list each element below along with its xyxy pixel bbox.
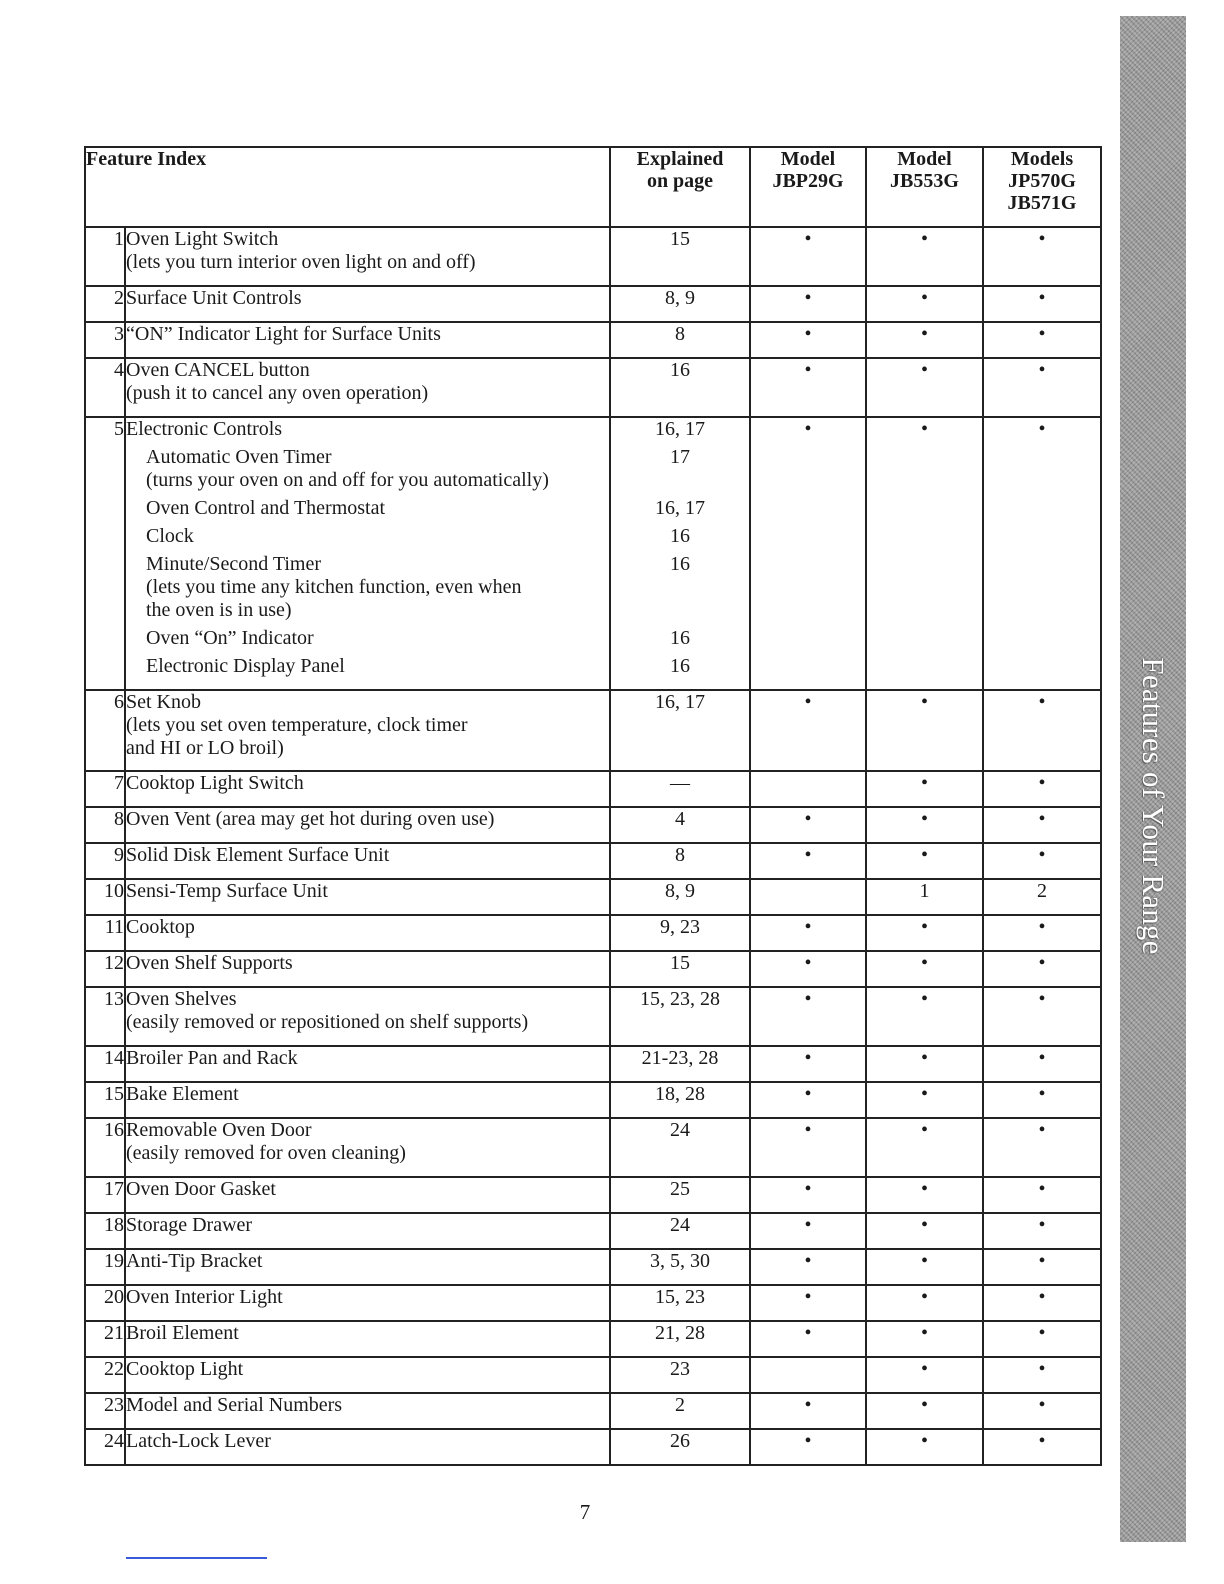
explained-on-page-cell <box>610 417 750 690</box>
feature-number: 2 <box>85 286 125 322</box>
feature-number: 10 <box>85 879 125 915</box>
feature-number: 24 <box>85 1429 125 1465</box>
feature-number: 1 <box>85 227 125 286</box>
footer-rule <box>126 1557 267 1559</box>
header-model-jbp29g: Model JBP29G <box>750 147 866 227</box>
model-2-availability: • <box>866 358 983 417</box>
explained-on-page-cell <box>610 358 750 417</box>
model-2-availability: • <box>866 1213 983 1249</box>
feature-cell <box>125 771 610 807</box>
feature-name: Bake Element <box>126 1083 239 1105</box>
explained-on-page-cell <box>610 987 750 1046</box>
feature-number: 20 <box>85 1285 125 1321</box>
spacer <box>611 576 749 599</box>
table-row <box>85 1249 1101 1285</box>
model-1-availability: • <box>750 417 866 690</box>
model-1-availability: • <box>750 1321 866 1357</box>
feature-name: Oven Shelves <box>126 988 237 1010</box>
table-row <box>85 227 1101 286</box>
feature-name: Oven Door Gasket <box>126 1178 276 1200</box>
page-reference: 15, 23 <box>655 1286 705 1308</box>
model-1-availability: • <box>750 915 866 951</box>
model-3-availability: • <box>983 322 1101 358</box>
model-2-availability: • <box>866 1249 983 1285</box>
explained-on-page-cell <box>610 1429 750 1465</box>
page-reference: 23 <box>670 1358 690 1380</box>
table-row <box>85 1285 1101 1321</box>
feature-number: 11 <box>85 915 125 951</box>
sub-page-reference: 16 <box>670 627 690 649</box>
model-1-availability: • <box>750 690 866 771</box>
feature-number: 17 <box>85 1177 125 1213</box>
model-2-availability: • <box>866 987 983 1046</box>
model-3-availability: • <box>983 358 1101 417</box>
model-3-availability: • <box>983 771 1101 807</box>
explained-on-page-cell <box>610 1046 750 1082</box>
sub-feature-name: Automatic Oven Timer <box>146 446 332 468</box>
feature-cell <box>125 987 610 1046</box>
table-row <box>85 1118 1101 1177</box>
model-3-availability: • <box>983 1213 1101 1249</box>
model-2-availability: • <box>866 1393 983 1429</box>
explained-on-page-cell <box>610 879 750 915</box>
feature-number: 13 <box>85 987 125 1046</box>
table-row <box>85 1357 1101 1393</box>
model-2-availability: • <box>866 1118 983 1177</box>
table-row <box>85 358 1101 417</box>
feature-description: (easily removed or repositioned on shelf supports) <box>126 1011 529 1033</box>
feature-description: (push it to cancel any oven operation) <box>126 382 429 404</box>
model-2-availability: • <box>866 843 983 879</box>
feature-name: Oven Shelf Supports <box>126 952 293 974</box>
model-3-availability: • <box>983 1082 1101 1118</box>
table-row <box>85 807 1101 843</box>
feature-name: Model and Serial Numbers <box>126 1394 343 1416</box>
page-reference: 21, 28 <box>655 1322 705 1344</box>
feature-number: 5 <box>85 417 125 690</box>
table-row <box>85 843 1101 879</box>
model-2-availability: • <box>866 1046 983 1082</box>
sub-page-reference: 16 <box>670 655 690 677</box>
model-1-availability: • <box>750 807 866 843</box>
feature-cell <box>125 358 610 417</box>
feature-cell <box>125 286 610 322</box>
feature-name: Cooktop Light Switch <box>126 772 304 794</box>
page-reference: — <box>670 772 690 794</box>
model-3-availability: • <box>983 1118 1101 1177</box>
spacer <box>611 469 749 492</box>
table-row <box>85 987 1101 1046</box>
sub-feature <box>126 627 609 650</box>
page-reference: 24 <box>670 1214 690 1236</box>
feature-cell <box>125 843 610 879</box>
explained-on-page-cell <box>610 322 750 358</box>
page-reference: 8 <box>675 844 685 866</box>
feature-number: 23 <box>85 1393 125 1429</box>
header-model-jb553g: Model JB553G <box>866 147 983 227</box>
model-2-availability: • <box>866 951 983 987</box>
feature-name: Cooktop Light <box>126 1358 244 1380</box>
explained-on-page-cell <box>610 951 750 987</box>
feature-number: 15 <box>85 1082 125 1118</box>
feature-name: Surface Unit Controls <box>126 287 302 309</box>
model-3-availability: • <box>983 915 1101 951</box>
feature-cell <box>125 1082 610 1118</box>
feature-name: Anti-Tip Bracket <box>126 1250 263 1272</box>
feature-number: 16 <box>85 1118 125 1177</box>
header-models-jp570g-jb571g: Models JP570G JB571G <box>983 147 1101 227</box>
table-row <box>85 1429 1101 1465</box>
table-row <box>85 1393 1101 1429</box>
model-1-availability: • <box>750 1046 866 1082</box>
sub-feature <box>126 497 609 520</box>
feature-cell <box>125 1177 610 1213</box>
feature-cell <box>125 879 610 915</box>
page-reference: 16, 17 <box>655 691 705 713</box>
model-2-availability: • <box>866 807 983 843</box>
feature-number: 14 <box>85 1046 125 1082</box>
sub-feature <box>126 446 609 492</box>
feature-number: 21 <box>85 1321 125 1357</box>
model-3-availability: • <box>983 227 1101 286</box>
model-2-availability: • <box>866 1177 983 1213</box>
sub-feature-name: Minute/Second Timer <box>146 553 322 575</box>
explained-on-page-cell <box>610 286 750 322</box>
page-reference: 16 <box>670 359 690 381</box>
explained-on-page-cell <box>610 1321 750 1357</box>
feature-cell <box>125 322 610 358</box>
explained-on-page-cell <box>610 690 750 771</box>
feature-name: Oven Interior Light <box>126 1286 283 1308</box>
page-reference: 9, 23 <box>660 916 700 938</box>
model-3-availability: • <box>983 1321 1101 1357</box>
feature-description: and HI or LO broil) <box>126 737 284 759</box>
feature-name: Removable Oven Door <box>126 1119 312 1141</box>
model-1-availability: • <box>750 286 866 322</box>
feature-number: 19 <box>85 1249 125 1285</box>
explained-on-page-cell <box>610 1357 750 1393</box>
table-row <box>85 1321 1101 1357</box>
model-2-availability: • <box>866 771 983 807</box>
feature-number: 7 <box>85 771 125 807</box>
feature-description: (lets you turn interior oven light on and off) <box>126 251 476 273</box>
feature-name: Solid Disk Element Surface Unit <box>126 844 390 866</box>
page-reference: 2 <box>675 1394 685 1416</box>
model-3-availability: • <box>983 1177 1101 1213</box>
model-3-availability: • <box>983 807 1101 843</box>
feature-cell <box>125 227 610 286</box>
model-3-availability: • <box>983 951 1101 987</box>
page-number: 7 <box>579 1500 591 1524</box>
feature-cell <box>125 1249 610 1285</box>
page-reference: 8, 9 <box>665 287 695 309</box>
table-row <box>85 1046 1101 1082</box>
model-2-availability: • <box>866 1285 983 1321</box>
sub-feature <box>126 525 609 548</box>
explained-on-page-cell <box>610 1285 750 1321</box>
model-3-availability: • <box>983 1249 1101 1285</box>
model-2-availability: • <box>866 1429 983 1465</box>
feature-description: (easily removed for oven cleaning) <box>126 1142 406 1164</box>
feature-name: Oven CANCEL button <box>126 359 310 381</box>
page-reference: 15 <box>670 228 690 250</box>
feature-cell <box>125 1213 610 1249</box>
explained-on-page-cell <box>610 771 750 807</box>
model-3-availability: • <box>983 1393 1101 1429</box>
table-row <box>85 879 1101 915</box>
model-1-availability: • <box>750 358 866 417</box>
table-row <box>85 771 1101 807</box>
model-1-availability <box>750 879 866 915</box>
model-3-availability: 2 <box>983 879 1101 915</box>
feature-number: 4 <box>85 358 125 417</box>
model-2-availability: • <box>866 1357 983 1393</box>
feature-description: (lets you set oven temperature, clock timer <box>126 714 468 736</box>
page-reference: 21-23, 28 <box>641 1047 719 1069</box>
feature-cell <box>125 807 610 843</box>
feature-number: 8 <box>85 807 125 843</box>
table-row <box>85 951 1101 987</box>
explained-on-page-cell <box>610 1249 750 1285</box>
page-reference: 24 <box>670 1119 690 1141</box>
feature-number: 9 <box>85 843 125 879</box>
feature-cell <box>125 1118 610 1177</box>
feature-number: 22 <box>85 1357 125 1393</box>
sub-feature-name: Clock <box>146 525 194 547</box>
model-1-availability: • <box>750 322 866 358</box>
sub-feature <box>126 655 609 678</box>
table-row <box>85 286 1101 322</box>
feature-index-table <box>84 146 1102 1466</box>
model-2-availability: • <box>866 690 983 771</box>
model-1-availability: • <box>750 1285 866 1321</box>
table-header-row <box>85 147 1101 227</box>
feature-number: 6 <box>85 690 125 771</box>
explained-on-page-cell <box>610 227 750 286</box>
section-side-tab <box>1120 16 1186 1542</box>
feature-cell <box>125 690 610 771</box>
feature-number: 3 <box>85 322 125 358</box>
feature-name: Set Knob <box>126 691 201 713</box>
section-side-tab-label: Features of Your Range <box>1136 657 1171 955</box>
page-reference: 15 <box>670 952 690 974</box>
explained-on-page-cell <box>610 1213 750 1249</box>
feature-cell <box>125 915 610 951</box>
feature-name: Broiler Pan and Rack <box>126 1047 298 1069</box>
feature-name: “ON” Indicator Light for Surface Units <box>126 323 441 345</box>
model-1-availability: • <box>750 1393 866 1429</box>
model-3-availability: • <box>983 690 1101 771</box>
table-row <box>85 322 1101 358</box>
model-2-availability: • <box>866 322 983 358</box>
feature-name: Oven Light Switch <box>126 228 279 250</box>
model-3-availability: • <box>983 1285 1101 1321</box>
model-1-availability: • <box>750 1249 866 1285</box>
page-reference: 3, 5, 30 <box>650 1250 710 1272</box>
sub-feature-name: Electronic Display Panel <box>146 655 345 677</box>
feature-number: 18 <box>85 1213 125 1249</box>
feature-name: Storage Drawer <box>126 1214 253 1236</box>
table-row <box>85 417 1101 690</box>
model-2-availability: • <box>866 227 983 286</box>
sub-feature-description: (lets you time any kitchen function, even when <box>146 576 522 598</box>
model-1-availability: • <box>750 227 866 286</box>
feature-cell <box>125 1429 610 1465</box>
table-row <box>85 1082 1101 1118</box>
model-1-availability: • <box>750 1177 866 1213</box>
explained-on-page-cell <box>610 1177 750 1213</box>
sub-feature-description: (turns your oven on and off for you automatically) <box>146 469 549 491</box>
table-row <box>85 915 1101 951</box>
model-2-availability: • <box>866 417 983 690</box>
explained-on-page-cell <box>610 1082 750 1118</box>
model-1-availability: • <box>750 1082 866 1118</box>
header-feature-index: Feature Index <box>85 147 610 227</box>
feature-cell <box>125 1321 610 1357</box>
feature-name: Sensi-Temp Surface Unit <box>126 880 328 902</box>
model-1-availability: • <box>750 1429 866 1465</box>
model-1-availability: • <box>750 843 866 879</box>
sub-page-reference: 16, 17 <box>655 497 705 519</box>
feature-name: Electronic Controls <box>126 418 283 440</box>
model-3-availability: • <box>983 1046 1101 1082</box>
header-explained-on-page: Explained on page <box>610 147 750 227</box>
feature-cell <box>125 951 610 987</box>
explained-on-page-cell <box>610 1393 750 1429</box>
feature-cell <box>125 417 610 690</box>
table-row <box>85 690 1101 771</box>
model-2-availability: • <box>866 286 983 322</box>
page-reference: 15, 23, 28 <box>640 988 720 1010</box>
page-reference: 18, 28 <box>655 1083 705 1105</box>
feature-cell <box>125 1285 610 1321</box>
model-3-availability: • <box>983 417 1101 690</box>
feature-name: Cooktop <box>126 916 195 938</box>
spacer <box>611 599 749 622</box>
explained-on-page-cell <box>610 843 750 879</box>
feature-cell <box>125 1393 610 1429</box>
model-3-availability: • <box>983 987 1101 1046</box>
model-3-availability: • <box>983 843 1101 879</box>
sub-page-reference: 17 <box>670 446 690 468</box>
explained-on-page-cell <box>610 807 750 843</box>
explained-on-page-cell <box>610 1118 750 1177</box>
feature-name: Latch-Lock Lever <box>126 1430 271 1452</box>
model-3-availability: • <box>983 1357 1101 1393</box>
table-row <box>85 1213 1101 1249</box>
model-3-availability: • <box>983 286 1101 322</box>
model-1-availability <box>750 771 866 807</box>
sub-page-reference: 16 <box>670 525 690 547</box>
sub-feature-description: the oven is in use) <box>146 599 292 621</box>
sub-page-reference: 16 <box>670 553 690 575</box>
feature-name: Oven Vent (area may get hot during oven use) <box>126 808 495 830</box>
page-reference: 8, 9 <box>665 880 695 902</box>
model-1-availability <box>750 1357 866 1393</box>
model-1-availability: • <box>750 951 866 987</box>
feature-cell <box>125 1357 610 1393</box>
sub-feature-name: Oven Control and Thermostat <box>146 497 386 519</box>
model-2-availability: 1 <box>866 879 983 915</box>
feature-cell <box>125 1046 610 1082</box>
sub-feature <box>126 553 609 622</box>
page-reference: 26 <box>670 1430 690 1452</box>
model-1-availability: • <box>750 1118 866 1177</box>
page-reference: 25 <box>670 1178 690 1200</box>
model-2-availability: • <box>866 1082 983 1118</box>
model-3-availability: • <box>983 1429 1101 1465</box>
feature-number: 12 <box>85 951 125 987</box>
feature-name: Broil Element <box>126 1322 239 1344</box>
page-reference: 16, 17 <box>655 418 705 440</box>
model-2-availability: • <box>866 915 983 951</box>
explained-on-page-cell <box>610 915 750 951</box>
page-reference: 4 <box>675 808 685 830</box>
model-2-availability: • <box>866 1321 983 1357</box>
table-row <box>85 1177 1101 1213</box>
sub-feature-name: Oven “On” Indicator <box>146 627 314 649</box>
model-1-availability: • <box>750 1213 866 1249</box>
model-1-availability: • <box>750 987 866 1046</box>
page-reference: 8 <box>675 323 685 345</box>
